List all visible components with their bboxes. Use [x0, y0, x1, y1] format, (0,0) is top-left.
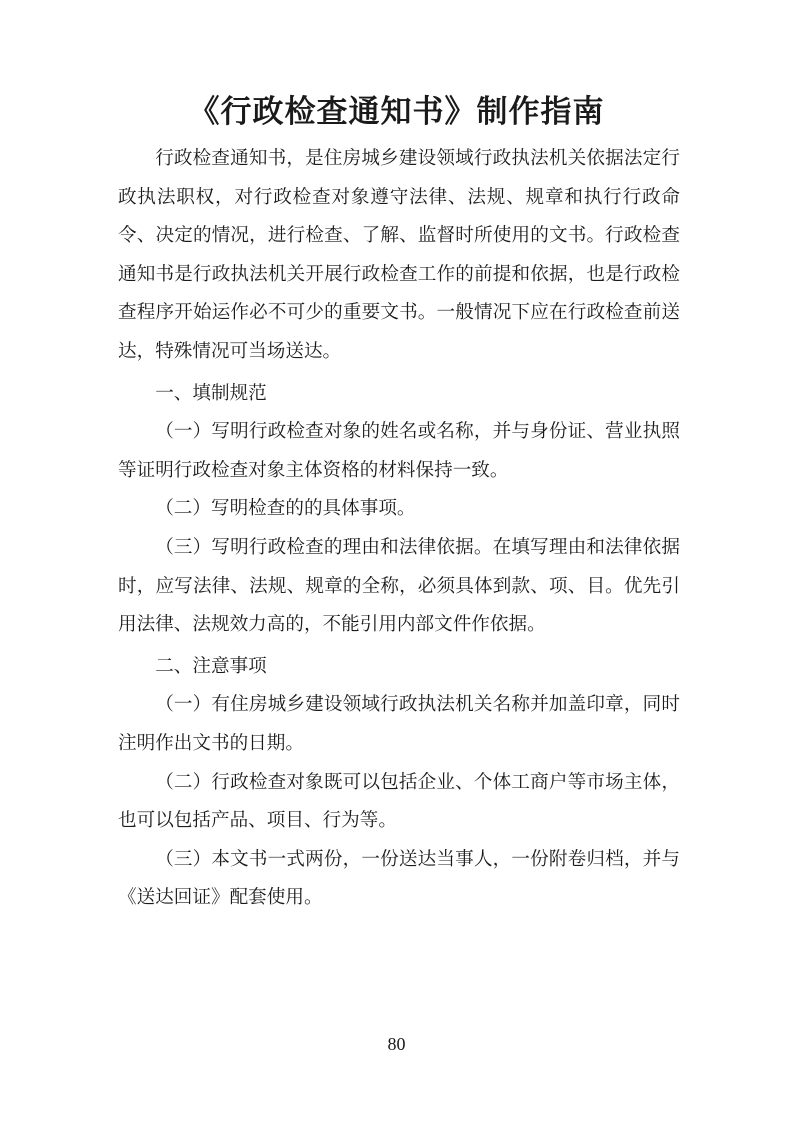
document-title: 《行政检查通知书》制作指南: [188, 94, 605, 130]
note-item-2: （二）行政检查对象既可以包括企业、个体工商户等市场主体，也可以包括产品、项目、行为等。: [118, 771, 680, 832]
section-heading-notes: 二、注意事项: [155, 655, 267, 677]
rule-item-1: （一）写明行政检查对象的姓名或名称，并与身份证、营业执照等证明行政检查对象主体资格的材料保持一致。: [118, 421, 680, 481]
rule-item-2: （二）写明检查的的具体事项。: [155, 498, 416, 520]
rule-item-3: （三）写明行政检查的理由和法律依据。在填写理由和法律依据时，应写法律、法规、规章的全称，必须具体到款、项、目。优先引用法律、法规效力高的，不能引用内部文件作依据。: [118, 536, 680, 636]
note-item-3: （三）本文书一式两份，一份送达当事人，一份附卷归档，并与《送达回证》配套使用。: [118, 848, 680, 909]
note-item-1: （一）有住房城乡建设领域行政执法机关名称并加盖印章，同时注明作出文书的日期。: [118, 694, 680, 754]
section-heading-filling-rules: 一、填制规范: [155, 382, 267, 404]
page-number: 80: [387, 1034, 406, 1054]
intro-paragraph: 行政检查通知书，是住房城乡建设领域行政执法机关依据法定行政执法职权，对行政检查对象遵守法律、法规、规章和执行行政命令、决定的情况，进行检查、了解、监督时所使用的文书。行政检查通知书是行政执法机关开展行政检查工作的前提和依据，也是行政检查程序开始运作必不可少的重要文书。一般情况下应在行政检查前送达，特殊情况可当场送达。: [118, 148, 680, 362]
document-body: [118, 140, 680, 918]
